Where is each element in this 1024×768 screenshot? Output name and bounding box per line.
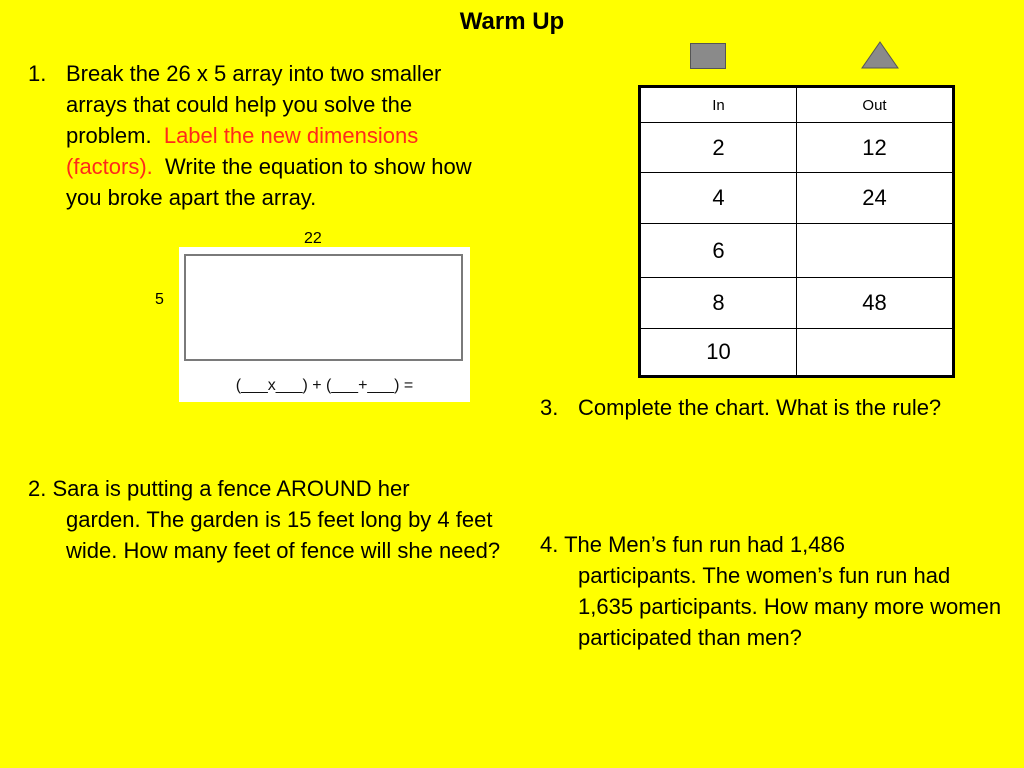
question-2 (28, 473, 508, 566)
table-cell-in: 8 (640, 278, 797, 329)
table-cell-out: 12 (797, 123, 954, 173)
array-top-label: 22 (304, 230, 322, 247)
question-4-rest: participants. The women’s fun run had 1,635 participants. How many more women participated than men? (578, 563, 1002, 650)
array-rectangle (184, 254, 463, 361)
question-2-first-line: 2. Sara is putting a fence AROUND her (28, 476, 410, 501)
table-row (640, 329, 954, 377)
array-equation: (___x___) + (___+___) = (235, 377, 414, 394)
question-3-text: Complete the chart. What is the rule? (578, 395, 942, 420)
array-figure (179, 247, 470, 402)
table-cell-in: 6 (640, 224, 797, 278)
table-header-out: Out (797, 87, 954, 123)
question-3-number: 3. (540, 395, 559, 420)
table-row (640, 278, 954, 329)
question-4-first-line: 4. The Men’s fun run had 1,486 (540, 532, 845, 557)
table-row (640, 123, 954, 173)
table-cell-in: 2 (640, 123, 797, 173)
table-cell-out (797, 224, 954, 278)
table-cell-out: 48 (797, 278, 954, 329)
question-1 (28, 58, 508, 213)
question-1-text-b: Write the equation to show how you broke apart the array. (66, 154, 472, 210)
table-row (640, 224, 954, 278)
question-1-text (66, 58, 508, 213)
question-1-text-highlight: Label the new dimensions (factors). (66, 123, 419, 179)
table-cell-out: 24 (797, 173, 954, 224)
table-row (640, 173, 954, 224)
question-2-rest: garden. The garden is 15 feet long by 4 feet wide. How many feet of fence will she need? (66, 507, 501, 563)
table-header-in: In (640, 87, 797, 123)
square-shape-icon (690, 43, 726, 69)
triangle-shape-icon (861, 41, 899, 69)
table-cell-in: 4 (640, 173, 797, 224)
table-header-row (640, 87, 954, 123)
array-side-label: 5 (155, 291, 164, 308)
table-cell-out (797, 329, 954, 377)
question-4 (540, 529, 1010, 653)
question-1-text-a: Break the 26 x 5 array into two smaller arrays that could help you solve the problem. (66, 61, 442, 148)
in-out-table (638, 85, 955, 378)
table-cell-in: 10 (640, 329, 797, 377)
page-title: Warm Up (459, 8, 565, 35)
question-3 (540, 392, 1020, 423)
question-1-number: 1. (28, 61, 47, 86)
